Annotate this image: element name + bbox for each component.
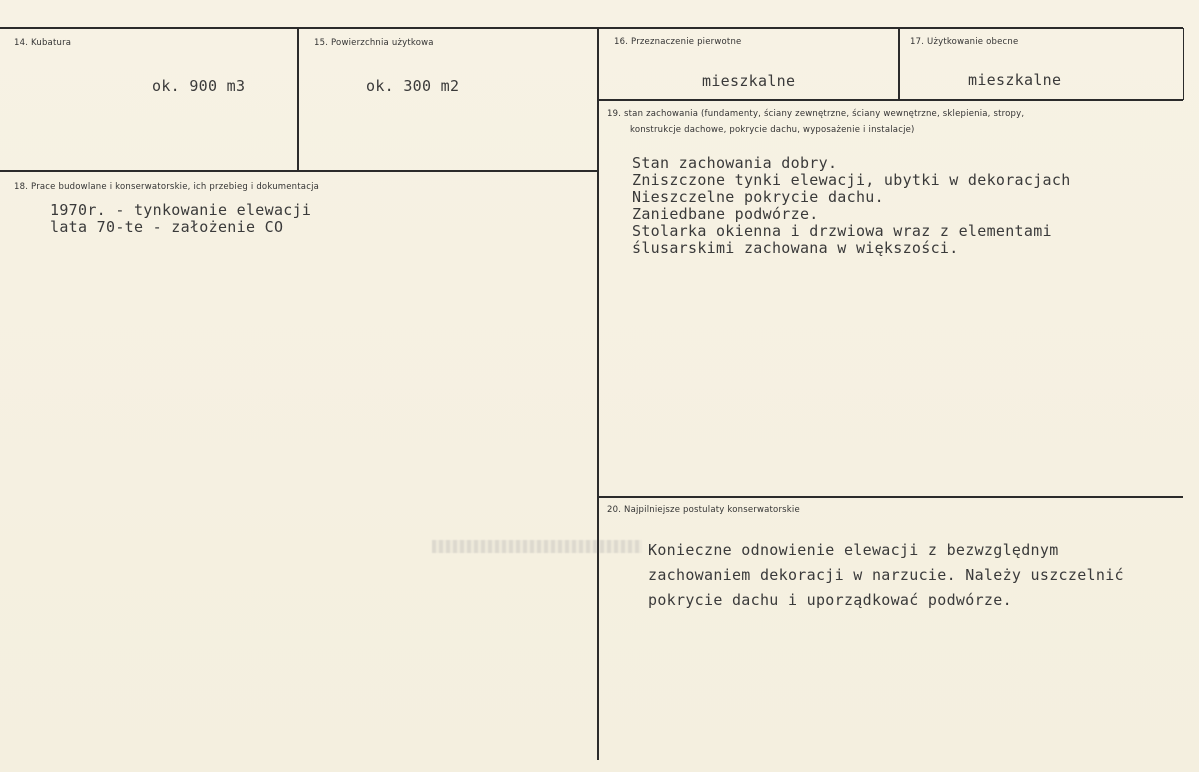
- top-border-line: [0, 27, 1183, 29]
- divider-16-17: [898, 28, 900, 100]
- field-19-line: Zniszczone tynki elewacji, ubytki w dekoracjach: [632, 171, 1071, 189]
- field-20-line: pokrycie dachu i uporządkować podwórze.: [648, 591, 1012, 609]
- field-18-text: [50, 202, 311, 236]
- field-20-label: 20. Najpilniejsze postulaty konserwatorskie: [607, 505, 800, 515]
- field-20-line: Konieczne odnowienie elewacji z bezwzględnym: [648, 541, 1059, 559]
- field-14-value: ok. 900 m3: [152, 77, 246, 95]
- field-18-label: 18. Prace budowlane i konserwatorskie, ich przebieg i dokumentacja: [14, 182, 320, 192]
- erased-text-smudge: [432, 540, 642, 553]
- field-19-line: Stan zachowania dobry.: [632, 154, 838, 172]
- right-edge-line: [1183, 28, 1184, 100]
- divider-14-15: [297, 28, 299, 171]
- field-17-value: mieszkalne: [968, 71, 1062, 89]
- line-above-20: [598, 496, 1183, 498]
- field-19-label-line2: konstrukcje dachowe, pokrycie dachu, wyposażenie i instalacje): [630, 125, 915, 135]
- field-15-value: ok. 300 m2: [366, 77, 460, 95]
- field-20-text: [648, 538, 1124, 613]
- field-18-line: 1970r. - tynkowanie elewacji: [50, 201, 312, 219]
- field-19-line: Stolarka okienna i drzwiowa wraz z elementami: [632, 222, 1052, 240]
- field-19-line: ślusarskimi zachowana w większości.: [632, 239, 959, 257]
- field-19-line: Nieszczelne pokrycie dachu.: [632, 188, 884, 206]
- field-14-label: 14. Kubatura: [14, 38, 72, 48]
- line-under-16-17: [598, 99, 1183, 101]
- field-18-line: lata 70-te - założenie CO: [50, 218, 284, 236]
- field-16-value: mieszkalne: [702, 72, 796, 90]
- field-16-label: 16. Przeznaczenie pierwotne: [614, 37, 742, 47]
- divider-15-16: [597, 28, 599, 760]
- field-19-line: Zaniedbane podwórze.: [632, 205, 819, 223]
- field-15-label: 15. Powierzchnia użytkowa: [314, 38, 434, 48]
- field-19-text: [632, 155, 1071, 257]
- field-20-line: zachowaniem dekoracji w narzucie. Należy uszczelnić: [648, 566, 1124, 584]
- line-under-14-15: [0, 170, 598, 172]
- field-19-label-line1: 19. stan zachowania (fundamenty, ściany zewnętrzne, ściany wewnętrzne, sklepienia, stropy,: [607, 109, 1025, 119]
- field-17-label: 17. Użytkowanie obecne: [910, 37, 1019, 47]
